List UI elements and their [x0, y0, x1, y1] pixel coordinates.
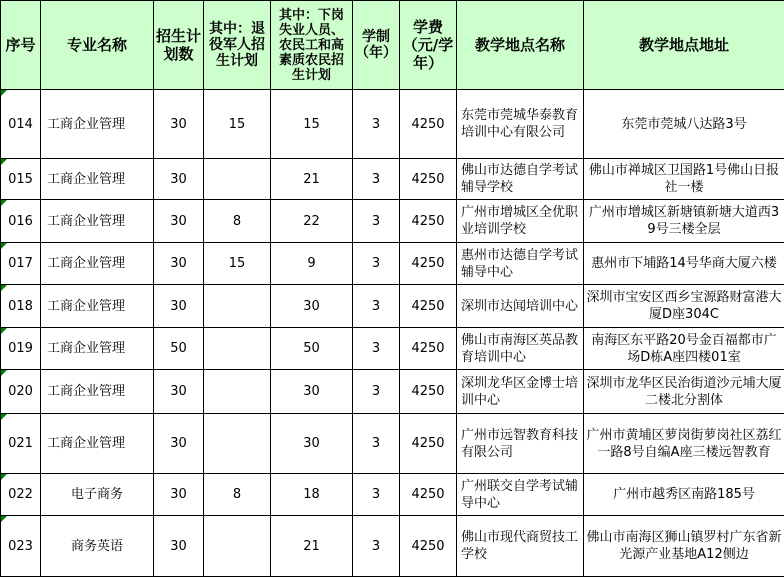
seq-value: 020: [8, 384, 33, 399]
cell-site-addr: 东莞市莞城八达路3号: [584, 90, 784, 159]
header-years: 学制（年）: [353, 1, 400, 90]
cell-major: 电子商务: [41, 474, 154, 516]
cell-site-name: 深圳龙华区金博士培训中心: [457, 370, 584, 414]
cell-fee: 4250: [400, 90, 457, 159]
cell-veteran: [204, 414, 271, 474]
cell-years: 3: [353, 414, 400, 474]
cell-marker-icon: [1, 370, 7, 376]
cell-site-addr: 深圳市龙华区民治街道沙元埔大厦二楼北分割体: [584, 370, 784, 414]
cell-site-addr: 广州市增城区新塘镇新塘大道西39号三楼全层: [584, 200, 784, 243]
cell-laid-off: 50: [271, 328, 353, 370]
header-site-addr: 教学地点地址: [584, 1, 784, 90]
header-row: [1, 1, 784, 90]
cell-seq: [1, 414, 41, 474]
cell-fee: 4250: [400, 200, 457, 243]
cell-site-addr: 佛山市禅城区卫国路1号佛山日报社一楼: [584, 159, 784, 200]
header-major: 专业名称: [41, 1, 154, 90]
header-seq: 序号: [1, 1, 41, 90]
cell-seq: [1, 370, 41, 414]
table-row: [1, 90, 784, 159]
cell-fee: 4250: [400, 516, 457, 577]
cell-laid-off: 9: [271, 243, 353, 285]
cell-plan: 30: [154, 285, 204, 328]
cell-marker-icon: [1, 200, 7, 206]
seq-value: 015: [8, 171, 33, 187]
cell-veteran: 8: [204, 474, 271, 516]
cell-laid-off: 22: [271, 200, 353, 243]
header-veteran: 其中：退役军人招生计划: [204, 1, 271, 90]
cell-site-addr: 佛山市南海区狮山镇罗村广东省新光源产业基地A12侧边: [584, 516, 784, 577]
table-row: [1, 159, 784, 200]
cell-laid-off: 18: [271, 474, 353, 516]
cell-laid-off: 21: [271, 159, 353, 200]
cell-marker-icon: [1, 90, 7, 96]
seq-value: 017: [8, 256, 33, 271]
cell-fee: 4250: [400, 243, 457, 285]
cell-major: 工商企业管理: [41, 328, 154, 370]
cell-seq: [1, 474, 41, 516]
cell-veteran: [204, 516, 271, 577]
table-row: [1, 474, 784, 516]
cell-site-name: 佛山市现代商贸技工学校: [457, 516, 584, 577]
cell-site-name: 深圳市达闻培训中心: [457, 285, 584, 328]
cell-site-name: 佛山市南海区英品教育培训中心: [457, 328, 584, 370]
cell-marker-icon: [1, 474, 7, 480]
cell-marker-icon: [1, 516, 7, 522]
cell-major: 工商企业管理: [41, 90, 154, 159]
cell-years: 3: [353, 200, 400, 243]
table-row: [1, 516, 784, 577]
cell-years: 3: [353, 285, 400, 328]
header-plan: 招生计划数: [154, 1, 204, 90]
cell-fee: 4250: [400, 159, 457, 200]
cell-plan: 30: [154, 243, 204, 285]
seq-value: 022: [8, 487, 33, 502]
table-row: [1, 414, 784, 474]
cell-site-addr: 广州市越秀区南路185号: [584, 474, 784, 516]
seq-value: 018: [8, 298, 33, 314]
header-site-name: 教学地点名称: [457, 1, 584, 90]
cell-plan: 30: [154, 516, 204, 577]
cell-marker-icon: [1, 328, 7, 334]
cell-marker-icon: [1, 414, 7, 420]
table-row: [1, 200, 784, 243]
cell-site-addr: 深圳市宝安区西乡宝源路财富港大厦D座304C: [584, 285, 784, 328]
cell-fee: 4250: [400, 370, 457, 414]
cell-years: 3: [353, 328, 400, 370]
cell-fee: 4250: [400, 285, 457, 328]
cell-veteran: 15: [204, 243, 271, 285]
cell-major: 商务英语: [41, 516, 154, 577]
cell-laid-off: 30: [271, 370, 353, 414]
cell-seq: [1, 90, 41, 159]
cell-seq: [1, 285, 41, 328]
cell-laid-off: 15: [271, 90, 353, 159]
cell-years: 3: [353, 90, 400, 159]
cell-marker-icon: [1, 159, 7, 165]
cell-plan: 30: [154, 474, 204, 516]
cell-marker-icon: [1, 285, 7, 291]
table-row: [1, 328, 784, 370]
seq-value: 016: [8, 213, 33, 229]
cell-veteran: [204, 328, 271, 370]
cell-major: 工商企业管理: [41, 370, 154, 414]
seq-value: 019: [8, 341, 33, 356]
seq-value: 021: [8, 436, 33, 451]
cell-fee: 4250: [400, 414, 457, 474]
cell-site-addr: 广州市黄埔区萝岗街萝岗社区荔红一路8号自编A座三楼远智教育: [584, 414, 784, 474]
cell-site-addr: 惠州市下埔路14号华商大厦六楼: [584, 243, 784, 285]
cell-site-name: 广州市远智教育科技有限公司: [457, 414, 584, 474]
cell-fee: 4250: [400, 328, 457, 370]
cell-plan: 30: [154, 159, 204, 200]
cell-seq: [1, 200, 41, 243]
seq-value: 023: [8, 538, 33, 554]
table-row: [1, 285, 784, 328]
cell-veteran: [204, 370, 271, 414]
cell-marker-icon: [1, 243, 7, 249]
cell-veteran: 15: [204, 90, 271, 159]
cell-site-name: 广州联交自学考试辅导中心: [457, 474, 584, 516]
cell-plan: 30: [154, 370, 204, 414]
cell-plan: 30: [154, 200, 204, 243]
cell-laid-off: 21: [271, 516, 353, 577]
cell-years: 3: [353, 516, 400, 577]
header-laid-off: 其中：下岗失业人员、农民工和高素质农民招生计划: [271, 1, 353, 90]
cell-major: 工商企业管理: [41, 159, 154, 200]
cell-site-name: 广州市增城区全优职业培训学校: [457, 200, 584, 243]
cell-plan: 50: [154, 328, 204, 370]
cell-major: 工商企业管理: [41, 200, 154, 243]
cell-site-name: 佛山市达德自学考试辅导学校: [457, 159, 584, 200]
table-row: [1, 370, 784, 414]
cell-site-name: 东莞市莞城华泰教育培训中心有限公司: [457, 90, 584, 159]
cell-seq: [1, 159, 41, 200]
cell-years: 3: [353, 243, 400, 285]
cell-years: 3: [353, 474, 400, 516]
cell-site-name: 惠州市达德自学考试辅导中心: [457, 243, 584, 285]
table-body: [1, 90, 784, 577]
cell-major: 工商企业管理: [41, 243, 154, 285]
cell-veteran: [204, 285, 271, 328]
cell-plan: 30: [154, 414, 204, 474]
cell-veteran: 8: [204, 200, 271, 243]
cell-years: 3: [353, 370, 400, 414]
cell-site-addr: 南海区东平路20号金百福都市广场D栋A座四楼01室: [584, 328, 784, 370]
cell-laid-off: 30: [271, 414, 353, 474]
cell-veteran: [204, 159, 271, 200]
cell-seq: [1, 328, 41, 370]
header-fee: 学费（元/学年）: [400, 1, 457, 90]
cell-seq: [1, 243, 41, 285]
seq-value: 014: [8, 116, 33, 132]
cell-years: 3: [353, 159, 400, 200]
table-row: [1, 243, 784, 285]
cell-fee: 4250: [400, 474, 457, 516]
cell-major: 工商企业管理: [41, 285, 154, 328]
cell-laid-off: 30: [271, 285, 353, 328]
cell-major: 工商企业管理: [41, 414, 154, 474]
cell-plan: 30: [154, 90, 204, 159]
cell-seq: [1, 516, 41, 577]
